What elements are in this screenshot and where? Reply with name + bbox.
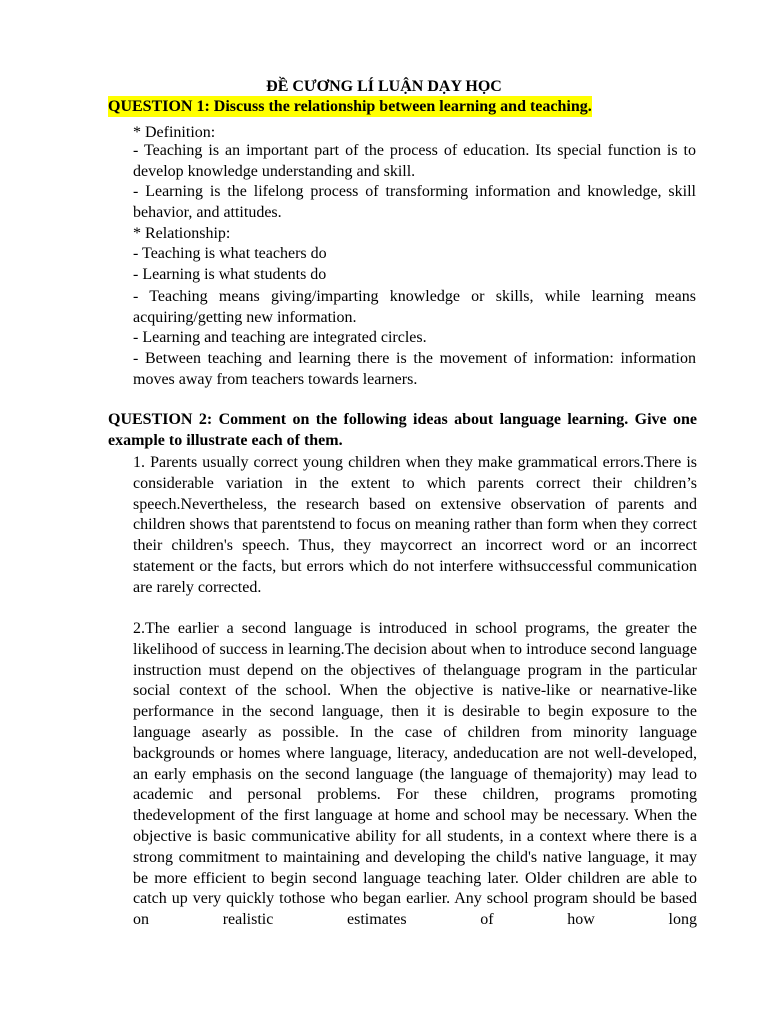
- q1-integrated-circles: - Learning and teaching are integrated circles.: [133, 329, 427, 346]
- q1-learning-definition: - Learning is the lifelong process of transforming information and knowledge, skill behavior, and attitudes.: [133, 183, 696, 221]
- q1-learning-role: - Learning is what students do: [133, 266, 327, 283]
- q1-movement-of-information: - Between teaching and learning there is the movement of information: information moves away from teachers towards learners.: [133, 350, 696, 388]
- q2-item-1: 1. Parents usually correct young children when they make grammatical errors.There is considerable variation in the extent to which parents correct their children’s speech.Nevertheless, the research based on extensive observation of parents and children shows that parentstend to focus on meaning rather than form when they correct their children's speech. Thus, they maycorrect an incorrect word or an incorrect statement or the facts, but errors which do not interfere withsuccessful communication are rarely corrected.: [133, 454, 697, 596]
- question-1-heading: QUESTION 1: Discuss the relationship between learning and teaching.: [108, 98, 592, 115]
- q1-definition-label: * Definition:: [133, 124, 216, 141]
- document-title: ĐỀ CƯƠNG LÍ LUẬN DẠY HỌC: [266, 78, 502, 95]
- q2-item-2: 2.The earlier a second language is introduced in school programs, the greater the likelihood of success in learning.The decision about when to introduce second language instruction must depend on the objectives of thelanguage program in the particular social context of the school. When the objective is native-like or nearnative-like performance in the second language, then it is desirable to begin exposure to the language asearly as possible. In the case of children from minority language backgrounds or homes where language, literacy, andeducation are not well-developed, an early emphasis on the second language (the language of themajority) may lead to academic and personal problems. For these children, programs promoting thedevelopment of the first language at home and school may be necessary. When the objective is basic communicative ability for all students, in a context where there is a strong commitment to maintaining and developing the child's native language, it may be more efficient to begin second language teaching later. Older children are able to catch up very quickly tothose who began earlier. Any school program should be based on realistic estimates of how long: [133, 620, 697, 929]
- q1-giving-vs-acquiring: - Teaching means giving/imparting knowledge or skills, while learning means acquiring/getting new information.: [133, 288, 696, 326]
- question-2-heading: QUESTION 2: Comment on the following ideas about language learning. Give one example to illustrate each of them.: [108, 411, 697, 449]
- q1-teaching-role: - Teaching is what teachers do: [133, 245, 327, 262]
- q1-relationship-label: * Relationship:: [133, 225, 231, 242]
- q1-teaching-definition: - Teaching is an important part of the process of education. Its special function is to develop knowledge understanding and skill.: [133, 142, 696, 180]
